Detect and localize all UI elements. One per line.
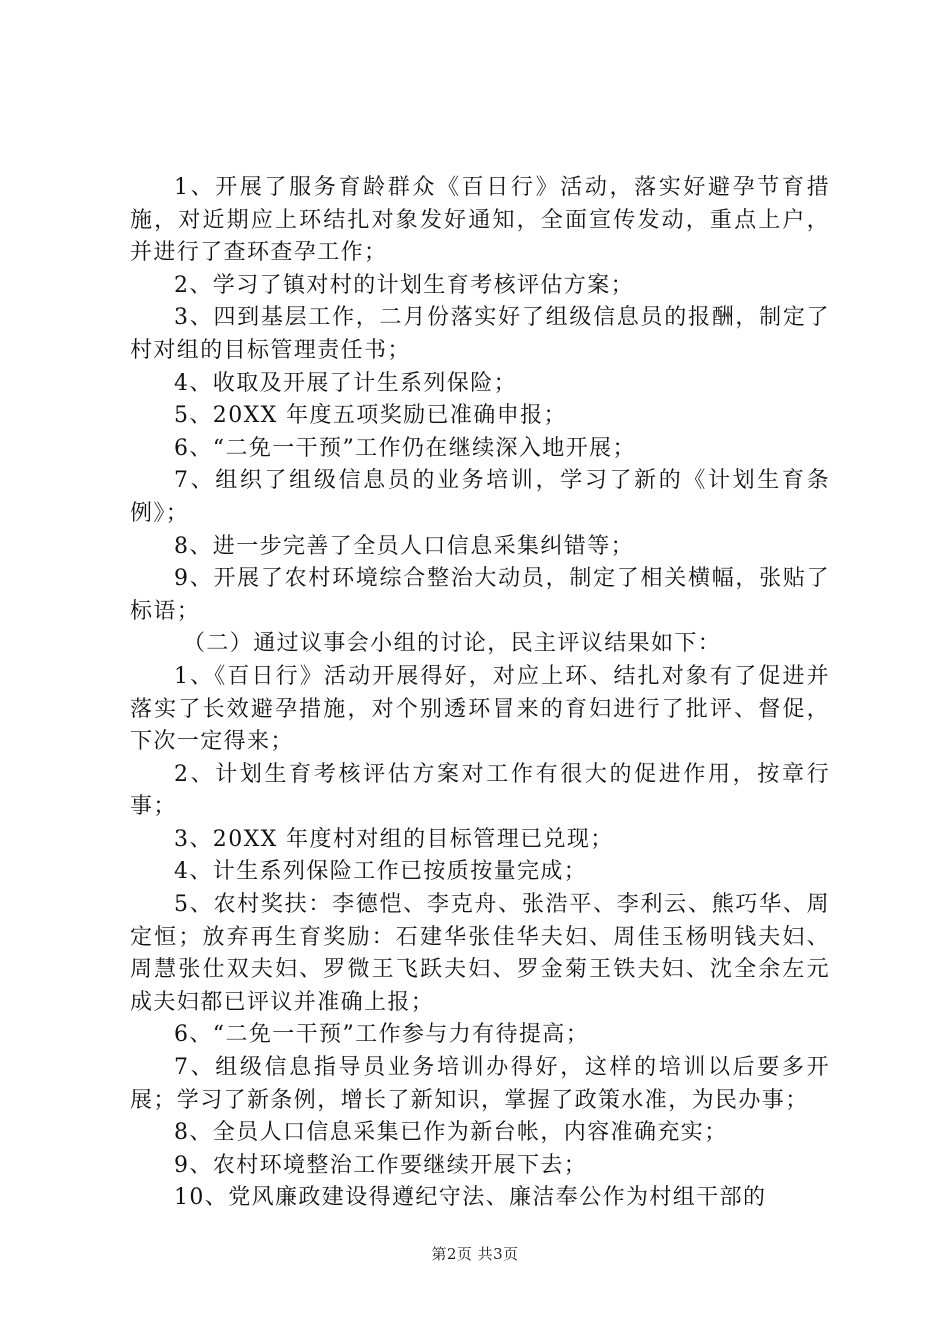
- paragraph-item-4: 4、收取及开展了计生系列保险；: [174, 370, 517, 396]
- review-item-6: 6、“二免一干预”工作参与力有待提高；: [174, 1022, 590, 1048]
- review-item-5: 5、农村奖扶：李德恺、李克舟、张浩平、李利云、熊巧华、周定恒；放弃再生育奖励：石建华张佳华夫妇、周佳玉杨明钱夫妇、周慧张仕双夫妇、罗微王飞跃夫妇、罗金菊王铁夫妇、沈全余左元成夫妇都已评议并准确上报；: [130, 892, 830, 1015]
- paragraph-item-2: 2、学习了镇对村的计划生育考核评估方案；: [174, 272, 634, 298]
- review-item-9: 9、农村环境整治工作要继续开展下去；: [174, 1152, 588, 1178]
- paragraph-item-1: 1、开展了服务育龄群众《百日行》活动，落实好避孕节育措施，对近期应上环结扎对象发好通知，全面宣传发动，重点上户，并进行了查环查孕工作；: [130, 175, 830, 266]
- review-item-7: 7、组级信息指导员业务培训办得好，这样的培训以后要多开展；学习了新条例，增长了新知识，掌握了政策水准，为民办事；: [130, 1055, 830, 1113]
- paragraph-item-6: 6、“二免一干预”工作仍在继续深入地开展；: [174, 435, 636, 461]
- paragraph-item-3: 3、四到基层工作，二月份落实好了组级信息员的报酬，制定了村对组的目标管理责任书；: [130, 305, 830, 363]
- review-item-8: 8、全员人口信息采集已作为新台帐，内容准确充实；: [174, 1120, 728, 1146]
- document-body: [130, 172, 830, 1215]
- paragraph-item-7: 7、组织了组级信息员的业务培训，学习了新的《计划生育条例》；: [130, 468, 830, 526]
- section-heading-2: （二）通过议事会小组的讨论，民主评议结果如下：: [183, 631, 722, 657]
- paragraph-item-8: 8、进一步完善了全员人口信息采集纠错等；: [174, 533, 634, 559]
- review-item-2: 2、计划生育考核评估方案对工作有很大的促进作用，按章行事；: [130, 761, 830, 820]
- review-item-3: 3、20XX 年度村对组的目标管理已兑现；: [174, 826, 614, 852]
- page-number-footer: 第2页 共3页: [431, 1245, 519, 1263]
- review-item-4: 4、计生系列保险工作已按质按量完成；: [174, 859, 588, 885]
- review-item-10: 10、党风廉政建设得遵纪守法、廉洁奉公作为村组干部的: [174, 1185, 767, 1211]
- paragraph-item-9: 9、开展了农村环境综合整治大动员，制定了相关横幅，张贴了标语；: [130, 566, 830, 624]
- paragraph-item-5: 5、20XX 年度五项奖励已准确申报；: [174, 403, 567, 429]
- review-item-1: 1、《百日行》活动开展得好，对应上环、结扎对象有了促进并落实了长效避孕措施，对个别透环冒来的育妇进行了批评、督促，下次一定得来；: [130, 663, 830, 755]
